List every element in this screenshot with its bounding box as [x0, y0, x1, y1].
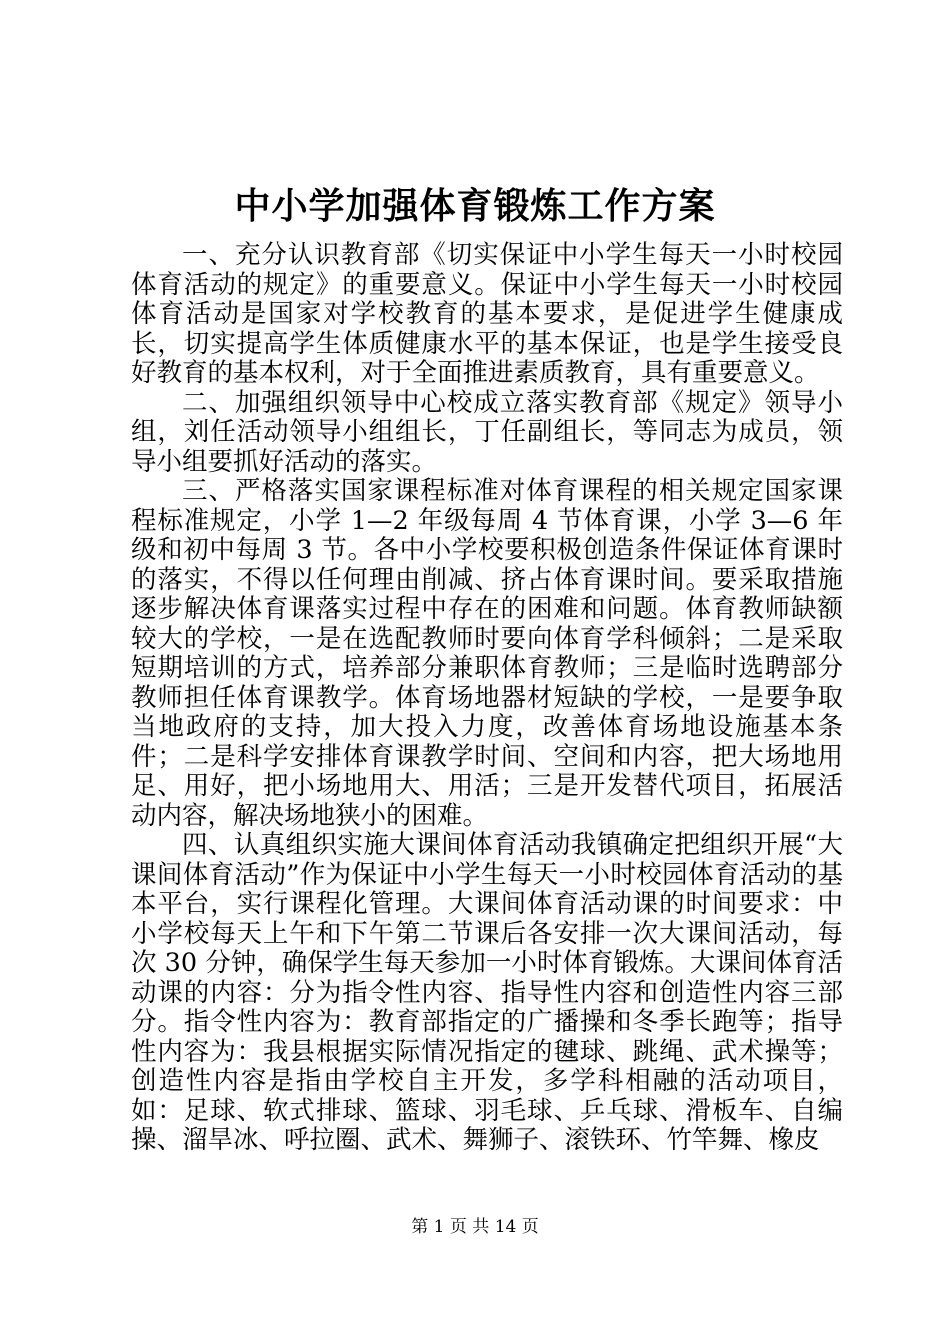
paragraph-2: 二、加强组织领导中心校成立落实教育部《规定》领导小组，刘任活动领导小组组长，丁任副组长，等同志为成员，领导小组要抓好活动的落实。 — [131, 387, 843, 477]
page-number-footer: 第 1 页 共 14 页 — [411, 1217, 539, 1237]
document-body — [131, 241, 843, 1156]
paragraph-3: 三、严格落实国家课程标准对体育课程的相关规定国家课程标准规定，小学 1—2 年级每周 4 节体育课，小学 3—6 年级和初中每周 3 节。各中小学校要积极创造条件保证体育课时的落实，不得以任何理由削减、挤占体育课时间。要采取措施逐步解决体育课落实过程中存在的困难和问题。体育教师缺额较大的学校，一是在选配教师时要向体育学科倾斜；二是采取短期培训的方式，培养部分兼职体育教师；三是临时选聘部分教师担任体育课教学。体育场地器材短缺的学校，一是要争取当地政府的支持，加大投入力度，改善体育场地设施基本条件；二是科学安排体育课教学时间、空间和内容，把大场地用足、用好，把小场地用大、用活；三是开发替代项目，拓展活动内容，解决场地狭小的困难。 — [131, 476, 843, 831]
paragraph-4: 四、认真组织实施大课间体育活动我镇确定把组织开展“大课间体育活动”作为保证中小学生每天一小时校园体育活动的基本平台，实行课程化管理。大课间体育活动课的时间要求：中小学校每天上午和下午第二节课后各安排一次大课间活动，每次 30 分钟，确保学生每天参加一小时体育锻炼。大课间体育活动课的内容：分为指令性内容、指导性内容和创造性内容三部分。指令性内容为：教育部指定的广播操和冬季长跑等；指导性内容为：我县根据实际情况指定的毽球、跳绳、武术操等；创造性内容是指由学校自主开发，多学科相融的活动项目，如：足球、软式排球、篮球、羽毛球、乒乓球、滑板车、自编操、溜旱冰、呼拉圈、武术、舞狮子、滚铁环、竹竿舞、橡皮 — [131, 830, 843, 1155]
document-title: 中小学加强体育锻炼工作方案 — [234, 186, 716, 227]
paragraph-1: 一、充分认识教育部《切实保证中小学生每天一小时校园体育活动的规定》的重要意义。保证中小学生每天一小时校园体育活动是国家对学校教育的基本要求，是促进学生健康成长，切实提高学生体质健康水平的基本保证，也是学生接受良好教育的基本权利，对于全面推进素质教育，具有重要意义。 — [131, 240, 843, 388]
